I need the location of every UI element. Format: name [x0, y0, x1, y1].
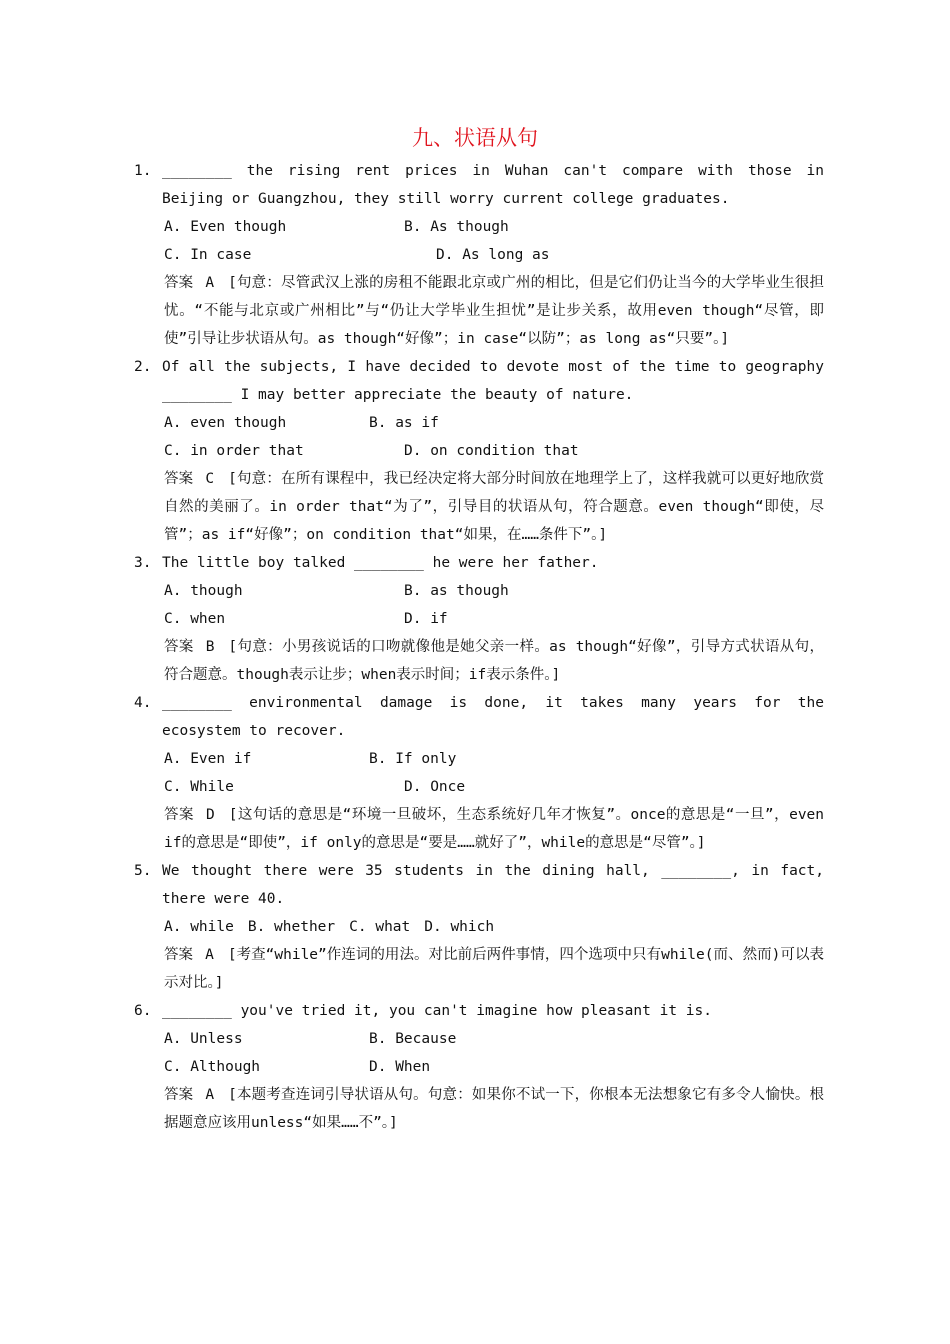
- option-b: B. as if: [369, 415, 439, 431]
- option-b: B. Because: [369, 1031, 457, 1047]
- options: [134, 1025, 824, 1081]
- question-stem: [134, 857, 824, 913]
- question-stem: [134, 997, 824, 1025]
- page-title: 九、状语从句: [412, 126, 538, 150]
- question-3: [134, 549, 824, 689]
- question-text: Of all the subjects, I have decided to devote most of the time to geography ________ I may better appreciate the beauty of nature.: [162, 359, 824, 403]
- answer-label: 答案: [164, 639, 194, 655]
- options: [134, 409, 824, 465]
- question-stem: [134, 157, 824, 213]
- question-6: [134, 997, 824, 1137]
- answer-key: A: [205, 1087, 215, 1103]
- option-d: D. if: [404, 611, 448, 627]
- option-b: B. whether: [247, 919, 336, 935]
- answer-explanation: [句意：在所有课程中，我已经决定将大部分时间放在地理学上了，这样我就可以更好地欣赏自然的美丽了。in order that“为了”，引导目的状语从句，符合题意。even though“即使，尽管”；as if“好像”；on condition that“如果，在……条件下”。]: [164, 471, 824, 543]
- option-a: A. though: [164, 583, 243, 599]
- answer-key: C: [205, 471, 215, 487]
- answer-key: A: [205, 947, 214, 963]
- option-a: A. Unless: [164, 1031, 243, 1047]
- options: [134, 577, 824, 633]
- option-c: C. In case: [164, 247, 252, 263]
- options: [134, 213, 824, 269]
- answer: [134, 465, 824, 549]
- question-stem: [134, 689, 824, 745]
- option-b: B. As though: [404, 219, 509, 235]
- question-text: ________ you've tried it, you can't imagine how pleasant it is.: [162, 1003, 712, 1019]
- question-stem: [134, 353, 824, 409]
- answer-explanation: [句意：小男孩说话的口吻就像他是她父亲一样。as though“好像”，引导方式状语从句，符合题意。though表示让步；when表示时间；if表示条件。]: [164, 639, 824, 683]
- option-b: B. If only: [369, 751, 457, 767]
- answer-explanation: [这句话的意思是“环境一旦破坏，生态系统好几年才恢复”。once的意思是“一旦”，even if的意思是“即使”，if only的意思是“要是……就好了”，while的意思是“尽管”。]: [164, 807, 825, 851]
- question-4: [134, 689, 824, 857]
- answer: [134, 1081, 824, 1137]
- question-number: 3.: [134, 555, 152, 571]
- question-5: [134, 857, 824, 997]
- question-number: 5.: [134, 863, 152, 879]
- option-b: B. as though: [404, 583, 509, 599]
- answer-label: 答案: [164, 275, 194, 291]
- answer-explanation: [句意：尽管武汉上涨的房租不能跟北京或广州的相比，但是它们仍让当今的大学毕业生很担忧。“不能与北京或广州相比”与“仍让大学毕业生担忧”是让步关系，故用even though“尽管，即使”引导让步状语从句。as though“好像”；in case“以防”；as long as“只要”。]: [164, 275, 824, 347]
- option-c: C. in order that: [164, 443, 304, 459]
- option-d: D. on condition that: [404, 443, 579, 459]
- question-text: We thought there were 35 students in the dining hall, ________, in fact, there were 40.: [162, 863, 824, 907]
- option-a: A. Even if: [164, 751, 252, 767]
- question-text: ________ environmental damage is done, it takes many years for the ecosystem to recover.: [162, 695, 824, 739]
- answer-label: 答案: [164, 1087, 194, 1103]
- answer-explanation: [考查“while”作连词的用法。对比前后两件事情，四个选项中只有while(而、然而)可以表示对比。]: [164, 947, 824, 991]
- option-c: C. what: [349, 919, 411, 935]
- option-d: D. Once: [404, 779, 466, 795]
- answer: [134, 269, 824, 353]
- answer: [134, 801, 824, 857]
- answer-explanation: [本题考查连词引导状语从句。句意：如果你不试一下，你根本无法想象它有多令人愉快。根据题意应该用unless“如果……不”。]: [164, 1087, 824, 1131]
- option-a: A. Even though: [164, 219, 287, 235]
- question-list: [134, 157, 824, 1137]
- answer-key: A: [205, 275, 215, 291]
- option-c: C. when: [164, 611, 226, 627]
- question-text: ________ the rising rent prices in Wuhan can't compare with those in Beijing or Guangzhou, they still worry current college graduates.: [162, 163, 824, 207]
- option-d: D. As long as: [436, 247, 550, 263]
- question-stem: [134, 549, 824, 577]
- answer: [134, 633, 824, 689]
- question-text: The little boy talked ________ he were her father.: [162, 555, 599, 571]
- option-a: A. even though: [164, 415, 287, 431]
- option-d: D. which: [424, 919, 495, 935]
- question-number: 1.: [134, 163, 152, 179]
- question-1: [134, 157, 824, 353]
- answer-key: D: [205, 807, 215, 823]
- question-2: [134, 353, 824, 549]
- question-number: 6.: [134, 1003, 152, 1019]
- option-c: C. Although: [164, 1059, 261, 1075]
- option-d: D. When: [369, 1059, 431, 1075]
- options: [134, 913, 824, 941]
- question-number: 2.: [134, 359, 152, 375]
- answer-key: B: [205, 639, 215, 655]
- options: [134, 745, 824, 801]
- question-number: 4.: [134, 695, 152, 711]
- option-a: A. while: [164, 919, 234, 935]
- answer-label: 答案: [164, 947, 194, 963]
- answer-label: 答案: [164, 807, 194, 823]
- answer-label: 答案: [164, 471, 194, 487]
- option-c: C. While: [164, 779, 234, 795]
- answer: [134, 941, 824, 997]
